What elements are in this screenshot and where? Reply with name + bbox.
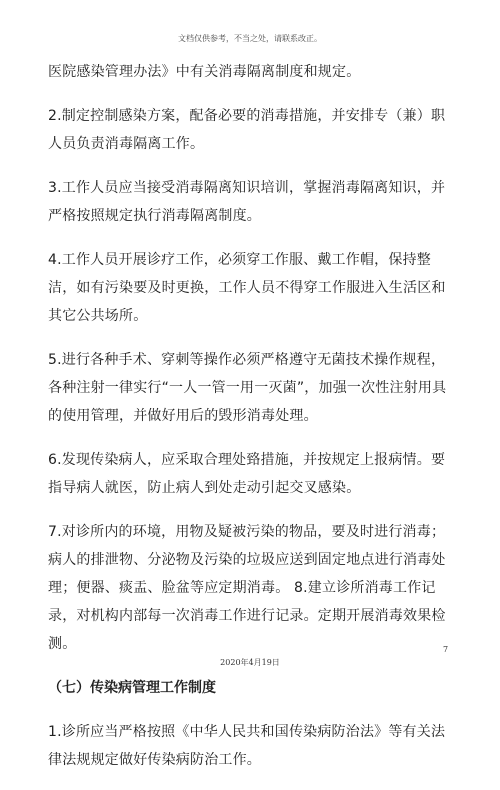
paragraph-item-5: 5.进行各种手术、穿刺等操作必须严格遵守无菌技术操作规程，各种注射一律实行“一人一管一用一灭菌”，加强一次性注射用具的使用管理，并做好用后的毁形消毒处理。 <box>48 352 447 424</box>
paragraph-continuation: 医院感染管理办法》中有关消毒隔离制度和规定。 <box>48 64 361 80</box>
paragraph-item-7-8: 7.对诊所内的环境，用物及疑被污染的物品，要及时进行消毒；病人的排泄物、分泌物及污染的垃圾应送到固定地点进行消毒处理；便器、痰盂、脸盆等应定期消毒。 8.建立诊所消毒工作记录，对机构内部每一次消毒工作进行记录。定期开展消毒效果检测。 <box>48 524 446 652</box>
footer-date: 2020年4月19日 <box>220 658 280 667</box>
section-paragraph-1: 1.诊所应当严格按照《中华人民共和国传染病防治法》等有关法律法规规定做好传染病防治工作。 <box>48 724 446 768</box>
paragraph-item-3: 3.工作人员应当接受消毒隔离知识培训，掌握消毒隔离知识，并严格按照规定执行消毒隔离制度。 <box>48 180 446 224</box>
section-heading: （七）传染病管理工作制度 <box>48 680 216 696</box>
paragraph-item-4: 4.工作人员开展诊疗工作，必须穿工作服、戴工作帽，保持整洁，如有污染要及时更换，工作人员不得穿工作服进入生活区和其它公共场所。 <box>48 252 446 324</box>
paragraph-item-6: 6.发现传染病人，应采取合理处臵措施，并按规定上报病情。要指导病人就医，防止病人到处走动引起交叉感染。 <box>48 452 446 496</box>
paragraph-item-2: 2.制定控制感染方案，配备必要的消毒措施，并安排专（兼）职人员负责消毒隔离工作。 <box>48 108 446 152</box>
page-number: 7 <box>443 645 449 654</box>
document-body <box>48 58 458 790</box>
header-note: 文档仅供参考，不当之处，请联系改正。 <box>178 34 322 43</box>
